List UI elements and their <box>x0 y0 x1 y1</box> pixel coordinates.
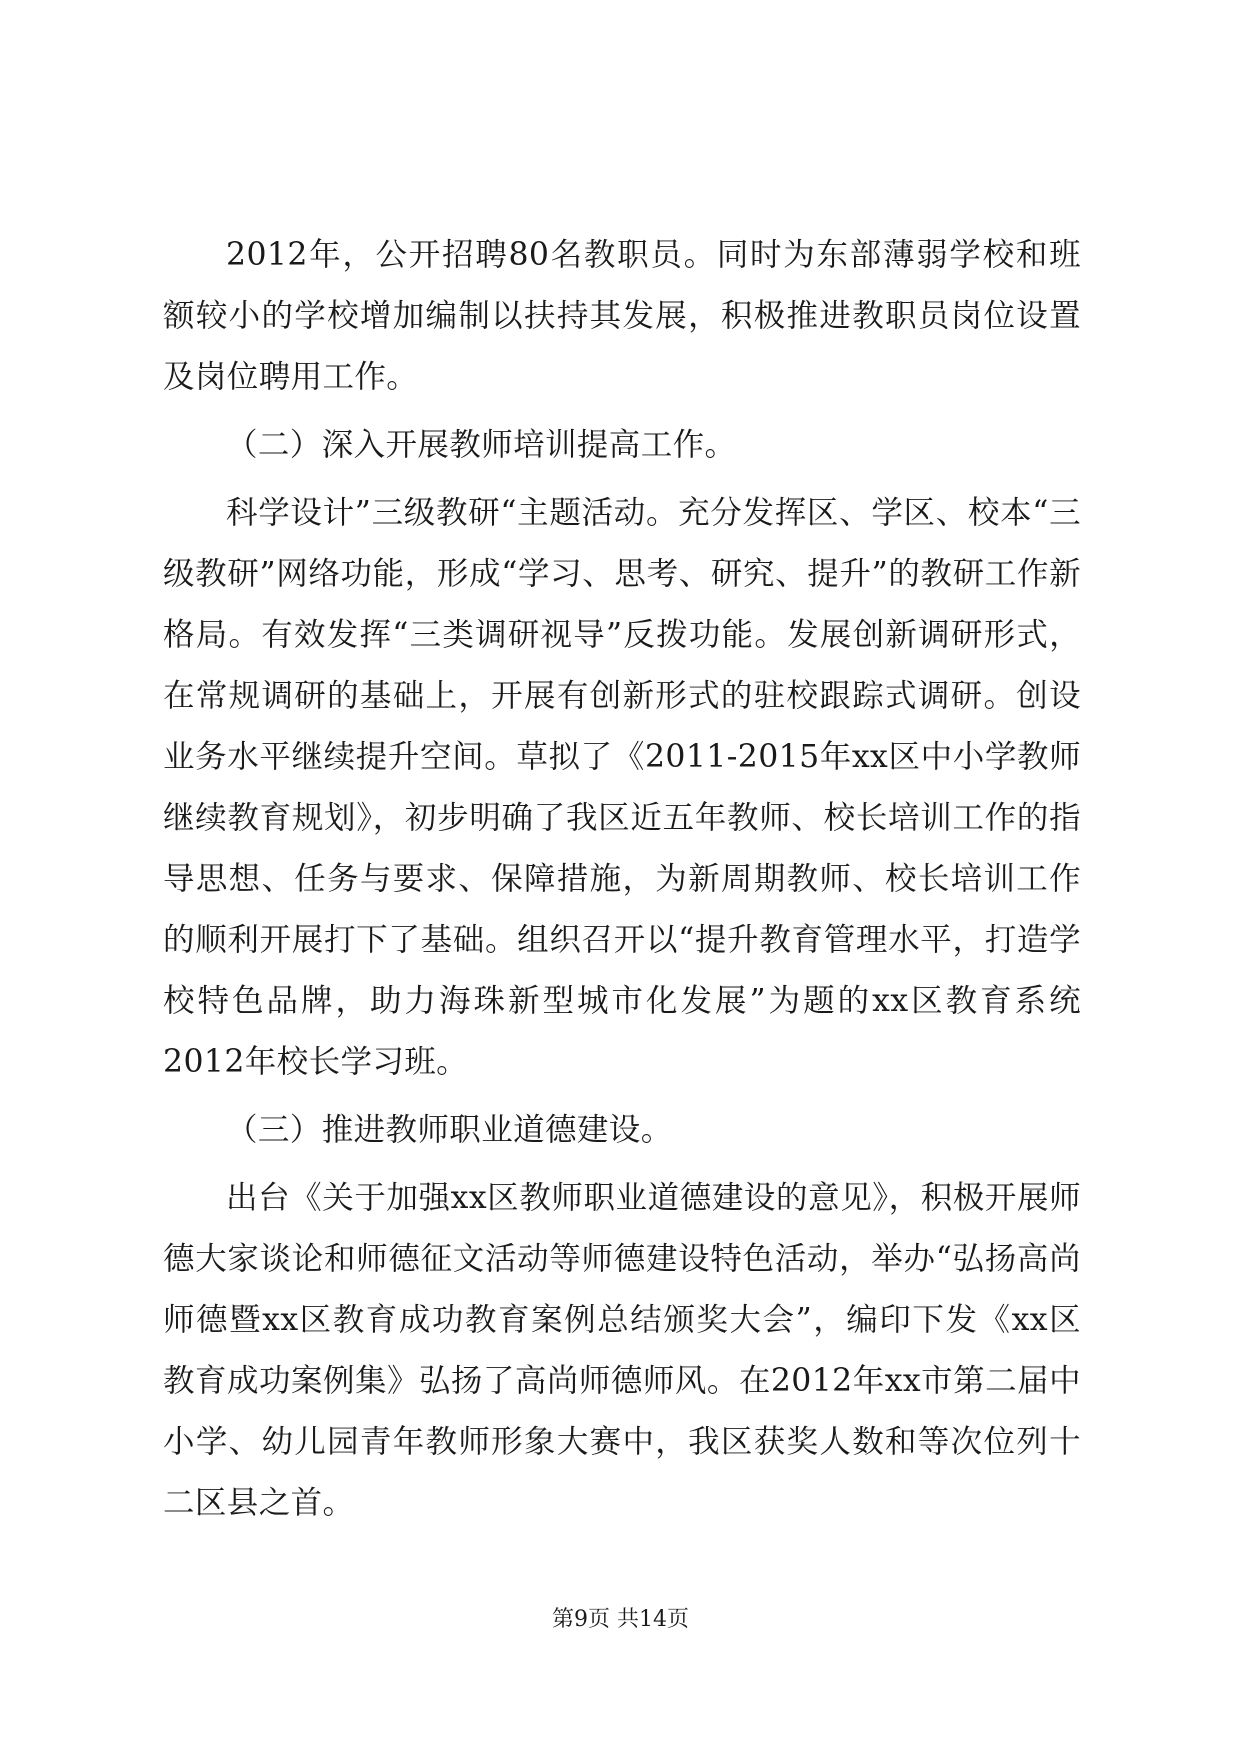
paragraph-spacer <box>163 1161 1081 1168</box>
paragraph-spacer <box>163 476 1081 483</box>
section-heading-teacher-training: （二）深入开展教师培训提高工作。 <box>226 427 737 463</box>
page-number-footer: 第9页 共14页 <box>552 1607 689 1632</box>
paragraph-recruitment: 2012年，公开招聘80名教职员。同时为东部薄弱学校和班额较小的学校增加编制以扶持其发展，积极推进教职员岗位设置及岗位聘用工作。 <box>163 237 1081 395</box>
paragraph-ethics-activities: 出台《关于加强xx区教师职业道德建设的意见》，积极开展师德大家谈论和师德征文活动等师德建设特色活动，举办“弘扬高尚师德暨xx区教育成功教育案例总结颁奖大会”，编印下发《xx区教育成功案例集》弘扬了高尚师德师风。在2012年xx市第二届中小学、幼儿园青年教师形象大赛中，我区获奖人数和等次位列十二区县之首。 <box>163 1180 1081 1521</box>
document-body <box>163 225 1081 1534</box>
paragraph-teaching-research: 科学设计”三级教研“主题活动。充分发挥区、学区、校本“三级教研”网络功能，形成“学习、思考、研究、提升”的教研工作新格局。有效发挥“三类调研视导”反拨功能。发展创新调研形式，在常规调研的基础上，开展有创新形式的驻校跟踪式调研。创设业务水平继续提升空间。草拟了《2011-2015年xx区中小学教师继续教育规划》，初步明确了我区近五年教师、校长培训工作的指导思想、任务与要求、保障措施，为新周期教师、校长培训工作的顺利开展打下了基础。组织召开以“提升教育管理水平，打造学校特色品牌，助力海珠新型城市化发展”为题的xx区教育系统2012年校长学习班。 <box>163 495 1081 1080</box>
paragraph-spacer <box>163 1093 1081 1100</box>
paragraph-spacer <box>163 408 1081 415</box>
section-heading-ethics: （三）推进教师职业道德建设。 <box>226 1112 673 1148</box>
